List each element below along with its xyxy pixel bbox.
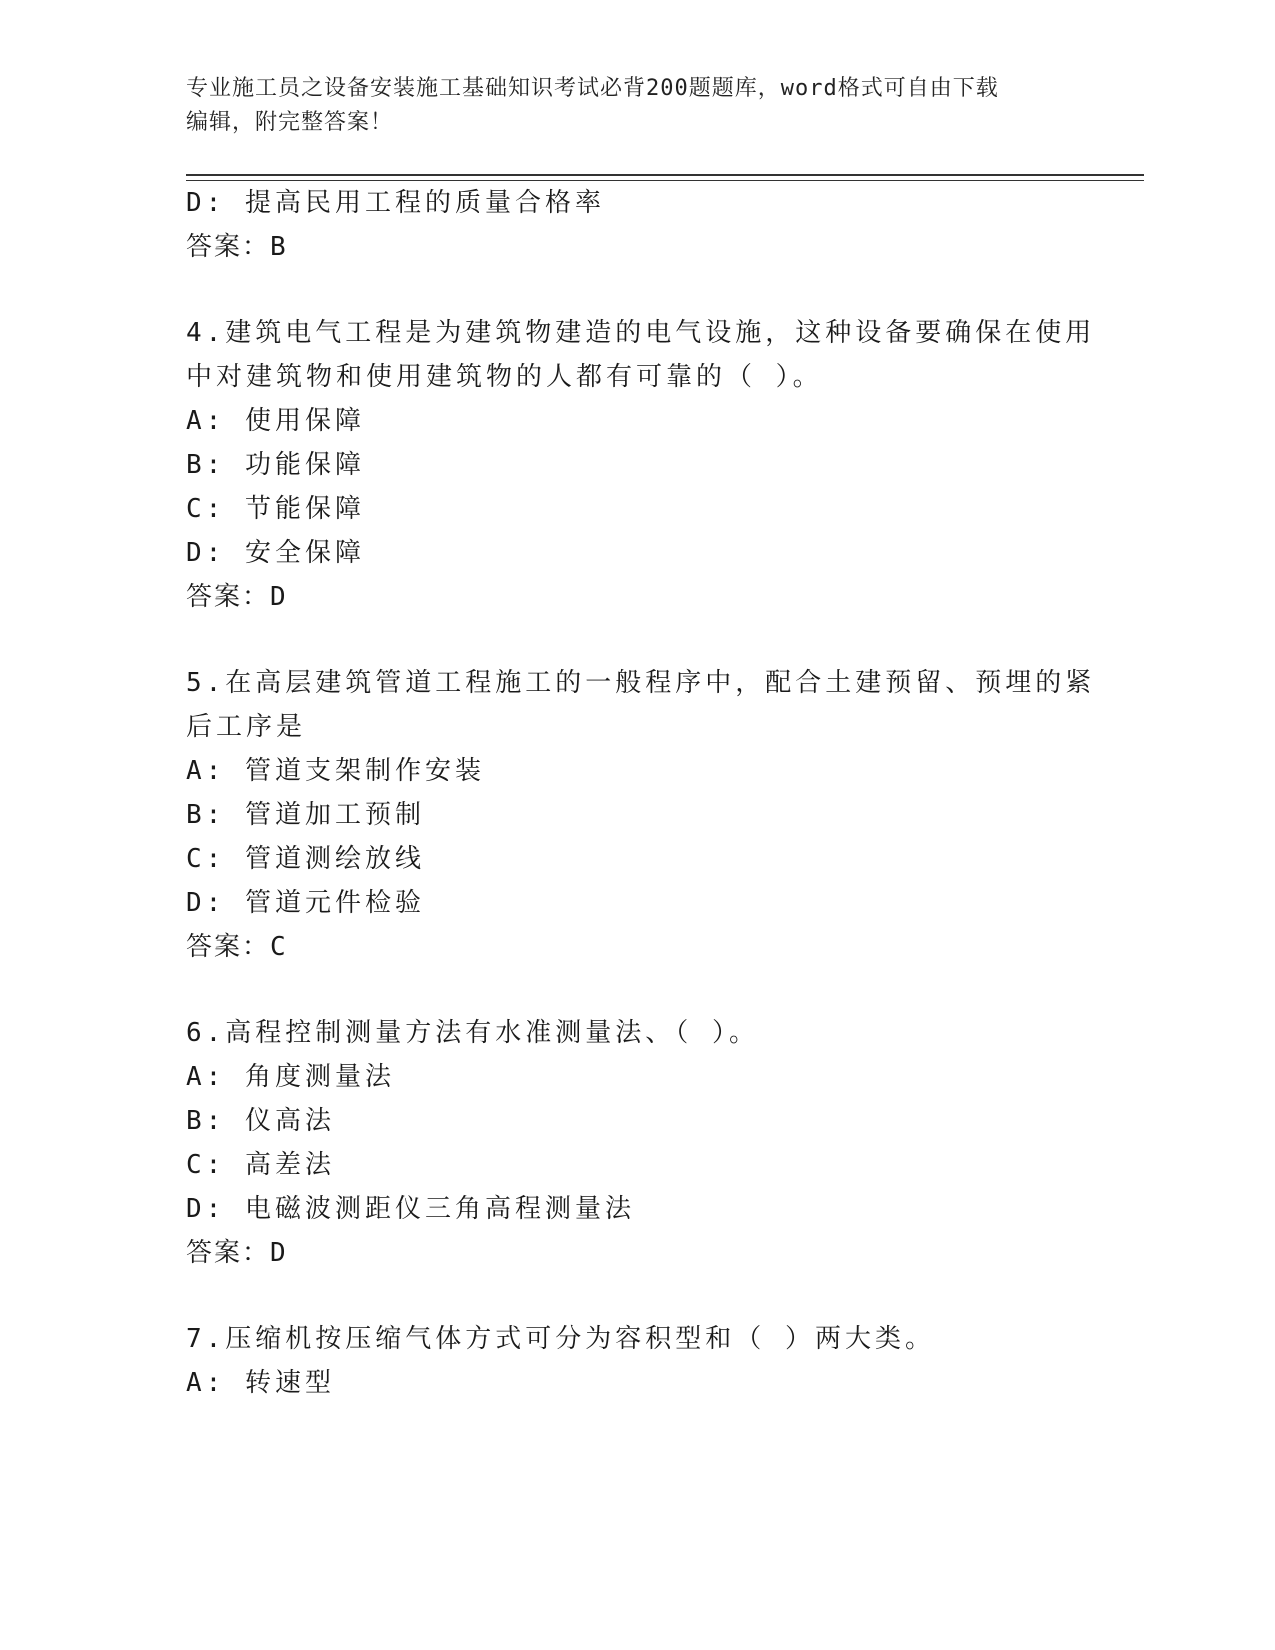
q4-option-a: A: 使用保障 — [186, 406, 365, 436]
header-line-1: 专业施工员之设备安装施工基础知识考试必背200题题库，word格式可自由下载 — [186, 76, 999, 101]
q5-answer: 答案：C — [186, 932, 288, 962]
q4-option-c: C: 节能保障 — [186, 494, 365, 524]
q7-option-a: A: 转速型 — [186, 1368, 335, 1398]
document-header — [186, 72, 1066, 140]
q5-option-a: A: 管道支架制作安装 — [186, 756, 485, 786]
q4-stem-line-1: 4.建筑电气工程是为建筑物建造的电气设施，这种设备要确保在使用 — [186, 318, 1096, 348]
q6-option-b: B: 仪高法 — [186, 1106, 335, 1136]
q3-option-d: D: 提高民用工程的质量合格率 — [186, 188, 605, 218]
q5-stem-line-2: 后工序是 — [186, 712, 307, 742]
q7-stem-line-1: 7.压缩机按压缩气体方式可分为容积型和（ ）两大类。 — [186, 1324, 935, 1354]
header-line-2: 编辑，附完整答案！ — [186, 110, 394, 135]
q4-answer: 答案：D — [186, 582, 288, 612]
q4-option-d: D: 安全保障 — [186, 538, 365, 568]
q4-stem-line-2: 中对建筑物和使用建筑物的人都有可靠的（ ）。 — [186, 362, 823, 392]
q6-option-d: D: 电磁波测距仪三角高程测量法 — [186, 1194, 635, 1224]
q5-option-d: D: 管道元件检验 — [186, 888, 425, 918]
q6-option-a: A: 角度测量法 — [186, 1062, 395, 1092]
q6-answer: 答案：D — [186, 1238, 288, 1268]
q5-option-c: C: 管道测绘放线 — [186, 844, 425, 874]
header-divider-thin — [186, 180, 1144, 181]
q6-stem-line-1: 6.高程控制测量方法有水准测量法、（ ）。 — [186, 1018, 759, 1048]
q3-answer: 答案：B — [186, 232, 288, 262]
q6-option-c: C: 高差法 — [186, 1150, 335, 1180]
header-divider-thick — [186, 174, 1144, 176]
q5-option-b: B: 管道加工预制 — [186, 800, 425, 830]
q4-option-b: B: 功能保障 — [186, 450, 365, 480]
q5-stem-line-1: 5.在高层建筑管道工程施工的一般程序中，配合土建预留、预埋的紧 — [186, 668, 1096, 698]
